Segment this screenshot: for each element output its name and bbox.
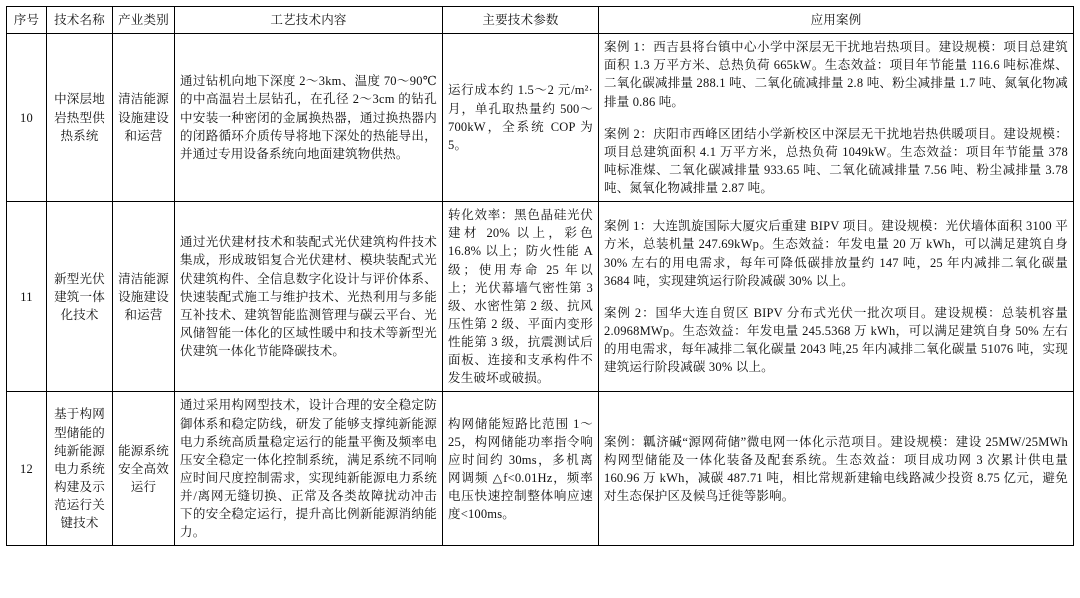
row-tech-name: 新型光伏建筑一体化技术 <box>47 202 113 392</box>
row-cases <box>599 392 1074 546</box>
row-cases <box>599 34 1074 202</box>
column-header-name: 技术名称 <box>47 7 113 34</box>
row-no: 10 <box>7 34 47 202</box>
row-params: 构网储能短路比范围 1～25，构网储能功率指令响应时间约 30ms，多机离网调频 △f<0.01Hz，频率电压快速控制整体响应速度<100ms。 <box>443 392 599 546</box>
row-no: 12 <box>7 392 47 546</box>
row-params: 转化效率：黑色晶硅光伏建材 20% 以上，彩色 16.8% 以上；防火性能 A 级；使用寿命 25 年以上；光伏幕墙气密性第 3 级、水密性第 2 级、抗风压性第 2 级、平面内变形性能第 3 级，抗震测试后面板、连接和支承构件不发生破坏或破损。 <box>443 202 599 392</box>
row-tech-name: 基于构网型储能的纯新能源电力系统构建及示范运行关键技术 <box>47 392 113 546</box>
column-header-cases: 应用案例 <box>599 7 1074 34</box>
table-row <box>7 34 1074 202</box>
case-item: 案例 1：西吉县将台镇中心小学中深层无干扰地岩热项目。建设规模：项目总建筑面积 1.3 万平方米、总热负荷 665kW。生态效益：项目年节能量 116.6 吨标准煤、二氧化碳减排量 288.1 吨、二氧化硫减排量 2.8 吨、粉尘减排量 1.7 吨、氮氧化物减排量 0.86 吨。 <box>604 40 1068 109</box>
column-header-content: 工艺技术内容 <box>175 7 443 34</box>
row-content: 通过钻机向地下深度 2～3km、温度 70～90℃ 的中高温岩土层钻孔，在孔径 2～3cm 的钻孔中安装一种密闭的金属换热器，通过换热器内的闭路循环介质传导将地下深处的热能导出，并通过专用设备系统向地面建筑物供热。 <box>175 34 443 202</box>
case-item: 案例 2：庆阳市西峰区团结小学新校区中深层无干扰地岩热供暖项目。建设规模：项目总建筑面积 4.1 万平方米，总热负荷 1049kW。生态效益：项目年节能量 378 吨标准煤、二氧化碳减排量 933.65 吨、二氧化硫减排量 7.56 吨、粉尘减排量 3.78 吨、氮氧化物减排量 2.87 吨。 <box>604 126 1068 195</box>
row-content: 通过光伏建材技术和装配式光伏建筑构件技术集成，形成玻铝复合光伏建材、模块装配式光伏建筑构件、全信息数字化设计与评价体系、快速装配式施工与维护技术、光热利用与多能互补技术、建筑智能监测管理与碳云平台、光风储智能一体化的区域性暖中和技术等新型光伏建筑一体化节能降碳技术。 <box>175 202 443 392</box>
row-category: 能源系统安全高效运行 <box>113 392 175 546</box>
table-row <box>7 202 1074 392</box>
row-params: 运行成本约 1.5～2 元/m²·月，单孔取热量约 500～700kW，全系统 COP 为 5。 <box>443 34 599 202</box>
table-header-row <box>7 7 1074 34</box>
row-category: 清洁能源设施建设和运营 <box>113 202 175 392</box>
column-header-no: 序号 <box>7 7 47 34</box>
table-row <box>7 392 1074 546</box>
row-no: 11 <box>7 202 47 392</box>
row-content: 通过采用构网型技术，设计合理的安全稳定防御体系和稳定防线，研发了能够支撑纯新能源电力系统高质量稳定运行的能量平衡及频率电压安全稳定一体化控制系统，满足系统不同响应时间尺度控制需求，实现纯新能源电力系统并/离网无缝切换、正常及各类故障扰动冲击下的安全稳定运行，提升高比例新能源消纳能力。 <box>175 392 443 546</box>
technology-catalog-table <box>6 6 1074 546</box>
row-tech-name: 中深层地岩热型供热系统 <box>47 34 113 202</box>
case-item: 案例 2：国华大连自贸区 BIPV 分布式光伏一批次项目。建设规模：总装机容量 2.0968MWp。生态效益：年发电量 245.5368 万 kWh，可以满足建筑自身 50% 左右的用电需求，每年减排二氧化碳量 2043 吨,25 年内减排二氧化碳量 51076 吨，实现建筑运行阶段减碳 30% 以上。 <box>604 305 1068 375</box>
case-item: 案例 1：大连凯旋国际大厦灾后重建 BIPV 项目。建设规模：光伏墙体面积 3100 平方米，总装机量 247.69kWp。生态效益：年发电量 20 万 kWh，可以满足建筑自身 30% 左右的用电需求，每年可降低碳排放量约 147 吨，25 年内减排二氧化碳量 3684 吨，实现建筑运行阶段减碳 30% 以上。 <box>604 219 1068 288</box>
row-cases <box>599 202 1074 392</box>
column-header-category: 产业类别 <box>113 7 175 34</box>
column-header-params: 主要技术参数 <box>443 7 599 34</box>
case-item: 案例：瓤济碱“源网荷储”微电网一体化示范项目。建设规模：建设 25MW/25MWh 构网型储能及一体化装备及配套系统。生态效益：项目成功网 3 次累计供电量 160.96 万 kWh，减碳 487.71 吨，相比常规新建输电线路减少投资 8.75 亿元，避免对生态保护区及候鸟迁徙等影响。 <box>604 434 1068 503</box>
row-category: 清洁能源设施建设和运营 <box>113 34 175 202</box>
table-body <box>7 34 1074 546</box>
table-header <box>7 7 1074 34</box>
